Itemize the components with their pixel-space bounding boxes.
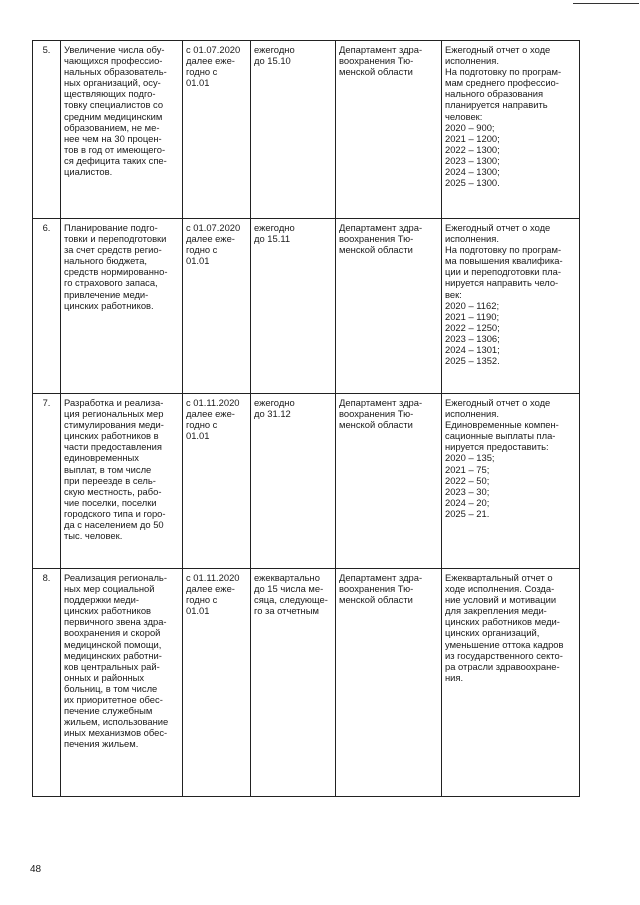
cell-text-line: ежегодно	[254, 44, 295, 55]
cell-text-line: первичного звена здра-	[64, 616, 167, 628]
cell-text-line: мам среднего профессио-	[445, 77, 559, 89]
cell-text-line: Увеличение числа обу-	[64, 44, 165, 55]
cell-text-line: печение служебным	[64, 705, 153, 717]
cell-text-line: Реализация региональ-	[64, 572, 167, 583]
cell-text-line: Планирование подго-	[64, 222, 158, 233]
table-row	[33, 219, 580, 394]
cell-text-line: ежегодно	[254, 222, 295, 233]
cell-text-line: Департамент здра-	[339, 572, 423, 583]
cell-text-line: годно с	[186, 419, 218, 431]
cell-text-line: воохранения Тю-	[339, 55, 414, 67]
cell-text-line: до 31.12	[254, 408, 291, 420]
measure-cell	[61, 219, 183, 394]
cell-text-line: 2020 – 900;	[445, 121, 495, 133]
cell-text-line: На подготовку по програм-	[445, 244, 562, 256]
cell-text-line: цинских работников меди-	[445, 616, 560, 628]
cell-text-line: годно с	[186, 66, 218, 78]
cell-text-line: ра отрасли здравоохране-	[445, 660, 560, 672]
cell-text-line: при переезде в сель-	[64, 474, 156, 486]
cell-text-line: нируется предоставить:	[445, 441, 549, 453]
cell-text-line: ежеквартально	[254, 572, 320, 583]
cell-text-line: цинских организаций,	[445, 627, 540, 639]
cell-text-line: жильем, использование	[64, 716, 169, 728]
cell-text-line: цинских работников.	[64, 299, 154, 311]
measure-cell	[61, 569, 183, 797]
cell-text-line: больниц, в том числе	[64, 682, 158, 694]
cell-text-line: 2022 – 50;	[445, 474, 490, 486]
cell-text-line: с 01.11.2020	[186, 397, 240, 408]
cell-text-line: исполнения.	[445, 233, 499, 245]
cell-text-line: 01.01	[186, 605, 210, 617]
cell-text-line: ции и переподготовки пла-	[445, 266, 561, 278]
cell-text-line: медицинских работни-	[64, 649, 162, 661]
cell-text-line: Единовременные компен-	[445, 419, 559, 431]
responsible-cell	[336, 569, 442, 797]
cell-text-line: до 15.10	[254, 55, 291, 67]
cell-text-line: ществляющих подго-	[64, 88, 156, 100]
cell-text-line: 2022 – 1300;	[445, 143, 500, 155]
row-number: 6.	[33, 219, 61, 394]
cell-text-line: 2022 – 1250;	[445, 321, 500, 333]
cell-text-line: ния.	[445, 671, 464, 683]
start-date-cell	[183, 219, 251, 394]
deadline-cell	[251, 219, 336, 394]
deadline-cell	[251, 569, 336, 797]
cell-text-line: уменьшение оттока кадров	[445, 638, 564, 650]
cell-text-line: Департамент здра-	[339, 397, 423, 408]
cell-text-line: 2023 – 30;	[445, 485, 490, 497]
cell-text-line: менской области	[339, 244, 413, 256]
cell-text-line: планируется направить	[445, 99, 548, 111]
cell-text-line: Разработка и реализа-	[64, 397, 164, 408]
cell-text-line: чающихся профессио-	[64, 55, 163, 67]
cell-text-line: ние условий и мотивации	[445, 594, 557, 606]
cell-text-line: цинских работников в	[64, 430, 159, 442]
cell-text-line: 2025 – 1352.	[445, 355, 500, 367]
cell-text-line: стимулирования меди-	[64, 419, 164, 431]
cell-text-line: средним медицинским	[64, 110, 163, 122]
report-cell	[442, 41, 580, 219]
cell-text-line: человек:	[445, 110, 483, 122]
cell-text-line: воохранения Тю-	[339, 233, 414, 245]
cell-text-line: 2021 – 75;	[445, 463, 490, 475]
cell-text-line: 2020 – 1162;	[445, 299, 500, 311]
cell-text-line: печения жильем.	[64, 738, 139, 750]
cell-text-line: 01.01	[186, 430, 210, 442]
table-row	[33, 394, 580, 569]
cell-text-line: ся дефицита таких спе-	[64, 154, 167, 166]
cell-text-line: медицинской помощи,	[64, 638, 162, 650]
cell-text-line: нальных образователь-	[64, 66, 167, 78]
cell-text-line: сационные выплаты пла-	[445, 430, 556, 442]
row-number: 7.	[33, 394, 61, 569]
row-number: 8.	[33, 569, 61, 797]
action-plan-table	[32, 40, 580, 797]
cell-text-line: далее еже-	[186, 55, 235, 67]
measure-cell	[61, 41, 183, 219]
cell-text-line: привлечение меди-	[64, 288, 149, 300]
responsible-cell	[336, 394, 442, 569]
cell-text-line: нального бюджета,	[64, 255, 148, 267]
cell-text-line: далее еже-	[186, 583, 235, 595]
cell-text-line: да с населением до 50	[64, 519, 164, 531]
start-date-cell	[183, 41, 251, 219]
cell-text-line: средств нормированно-	[64, 266, 168, 278]
cell-text-line: Ежегодный отчет о ходе	[445, 222, 551, 233]
cell-text-line: далее еже-	[186, 233, 235, 245]
cell-text-line: тов в год от имеющего-	[64, 143, 166, 155]
cell-text-line: исполнения.	[445, 55, 499, 67]
cell-text-line: воохранения Тю-	[339, 408, 414, 420]
page-number: 48	[30, 864, 42, 875]
cell-text-line: 2023 – 1300;	[445, 154, 500, 166]
cell-text-line: части предоставления	[64, 441, 162, 453]
cell-text-line: Ежеквартальный отчет о	[445, 572, 553, 583]
cell-text-line: образованием, не ме-	[64, 121, 160, 133]
cell-text-line: ных мер социальной	[64, 583, 155, 595]
cell-text-line: 2023 – 1306;	[445, 332, 500, 344]
cell-text-line: 2025 – 21.	[445, 507, 490, 519]
cell-text-line: 01.01	[186, 77, 210, 89]
cell-text-line: Департамент здра-	[339, 222, 423, 233]
cell-text-line: На подготовку по програм-	[445, 66, 562, 78]
cell-text-line: ма повышения квалифика-	[445, 255, 563, 267]
cell-text-line: ция региональных мер	[64, 408, 164, 420]
cell-text-line: ежегодно	[254, 397, 295, 408]
cell-text-line: городского типа и горо-	[64, 507, 166, 519]
cell-text-line: циалистов.	[64, 166, 113, 178]
deadline-cell	[251, 394, 336, 569]
cell-text-line: до 15 числа ме-	[254, 583, 324, 595]
cell-text-line: менской области	[339, 66, 413, 78]
cell-text-line: товку специалистов со	[64, 99, 164, 111]
table-row	[33, 569, 580, 797]
top-rule	[573, 3, 639, 4]
measure-cell	[61, 394, 183, 569]
cell-text-line: ных организаций, осу-	[64, 77, 161, 89]
cell-text-line: 2020 – 135;	[445, 452, 495, 464]
cell-text-line: с 01.07.2020	[186, 44, 241, 55]
start-date-cell	[183, 394, 251, 569]
cell-text-line: годно с	[186, 594, 218, 606]
cell-text-line: далее еже-	[186, 408, 235, 420]
cell-text-line: выплат, в том числе	[64, 463, 152, 475]
cell-text-line: сяца, следующе-	[254, 594, 328, 606]
cell-text-line: их приоритетное обес-	[64, 694, 163, 706]
cell-text-line: воохранения Тю-	[339, 583, 414, 595]
cell-text-line: товки и переподготовки	[64, 233, 167, 245]
cell-text-line: иных механизмов обес-	[64, 727, 168, 739]
cell-text-line: менской области	[339, 594, 413, 606]
cell-text-line: 2021 – 1200;	[445, 132, 500, 144]
cell-text-line: го за отчетным	[254, 605, 319, 617]
cell-text-line: с 01.07.2020	[186, 222, 241, 233]
cell-text-line: за счет средств регио-	[64, 244, 162, 256]
report-cell	[442, 394, 580, 569]
cell-text-line: 2025 – 1300.	[445, 177, 500, 189]
report-cell	[442, 569, 580, 797]
cell-text-line: Ежегодный отчет о ходе	[445, 397, 551, 408]
start-date-cell	[183, 569, 251, 797]
cell-text-line: 2024 – 1301;	[445, 344, 500, 356]
cell-text-line: 2024 – 20;	[445, 496, 490, 508]
cell-text-line: для закрепления меди-	[445, 605, 547, 617]
cell-text-line: цинских работников	[64, 605, 152, 617]
cell-text-line: Департамент здра-	[339, 44, 423, 55]
cell-text-line: единовременных	[64, 452, 139, 464]
cell-text-line: с 01.11.2020	[186, 572, 240, 583]
cell-text-line: исполнения.	[445, 408, 499, 420]
cell-text-line: воохранения и скорой	[64, 627, 161, 639]
deadline-cell	[251, 41, 336, 219]
cell-text-line: век:	[445, 288, 462, 300]
report-cell	[442, 219, 580, 394]
cell-text-line: скую местность, рабо-	[64, 485, 162, 497]
cell-text-line: нее чем на 30 процен-	[64, 132, 162, 144]
cell-text-line: 2021 – 1190;	[445, 310, 500, 322]
cell-text-line: нируется направить чело-	[445, 277, 559, 289]
cell-text-line: годно с	[186, 244, 218, 256]
row-number: 5.	[33, 41, 61, 219]
cell-text-line: тыс. человек.	[64, 530, 123, 542]
cell-text-line: ков центральных рай-	[64, 660, 160, 672]
cell-text-line: 2024 – 1300;	[445, 166, 500, 178]
cell-text-line: поддержки меди-	[64, 594, 139, 606]
cell-text-line: из государственного секто-	[445, 649, 563, 661]
cell-text-line: нального образования	[445, 88, 544, 100]
responsible-cell	[336, 219, 442, 394]
cell-text-line: Ежегодный отчет о ходе	[445, 44, 551, 55]
cell-text-line: чие поселки, поселки	[64, 496, 157, 508]
table-row	[33, 41, 580, 219]
cell-text-line: до 15.11	[254, 233, 291, 245]
responsible-cell	[336, 41, 442, 219]
cell-text-line: онных и районных	[64, 671, 145, 683]
cell-text-line: 01.01	[186, 255, 210, 267]
cell-text-line: го страхового запаса,	[64, 277, 158, 289]
cell-text-line: менской области	[339, 419, 413, 431]
cell-text-line: ходе исполнения. Созда-	[445, 583, 555, 595]
